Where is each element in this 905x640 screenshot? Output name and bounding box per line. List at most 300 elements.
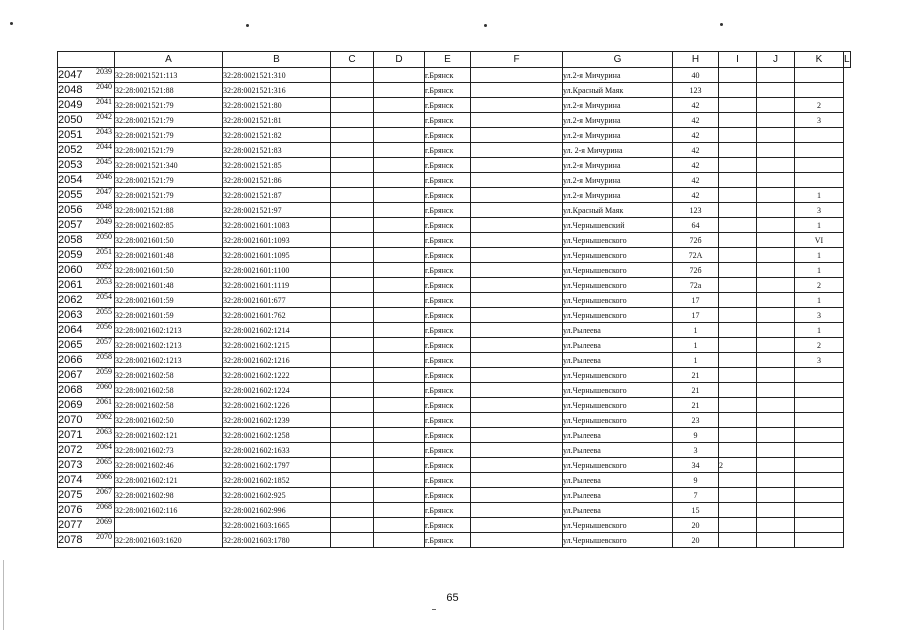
cadastral-object-cell[interactable]: 32:28:0021601:1093 [223,233,331,248]
building-cell[interactable] [719,68,757,83]
empty-cell-e[interactable] [374,128,425,143]
empty-cell-d[interactable] [331,83,374,98]
empty-cell-d[interactable] [331,443,374,458]
apartment-cell[interactable] [795,533,844,548]
row-number[interactable] [58,488,115,503]
cadastral-parcel-cell[interactable]: 32:28:0021602:1213 [115,353,223,368]
house-number-cell[interactable]: 1 [673,323,719,338]
apartment-cell[interactable]: 3 [795,203,844,218]
empty-cell-e[interactable] [374,203,425,218]
column-header-l[interactable]: L [844,52,851,68]
cadastral-parcel-cell[interactable]: 32:28:0021601:48 [115,278,223,293]
row-number[interactable] [58,323,115,338]
house-number-cell[interactable]: 42 [673,98,719,113]
empty-cell-d[interactable] [331,203,374,218]
street-cell[interactable]: ул.Рылеева [563,443,673,458]
building-cell[interactable] [719,353,757,368]
city-cell[interactable]: г.Брянск [425,428,471,443]
city-cell[interactable]: г.Брянск [425,353,471,368]
column-header-f[interactable]: F [471,52,563,68]
cadastral-object-cell[interactable]: 32:28:0021602:1222 [223,368,331,383]
apartment-cell[interactable]: 2 [795,338,844,353]
street-cell[interactable]: ул.Рылеева [563,428,673,443]
empty-cell-g[interactable] [471,488,563,503]
apartment-cell[interactable] [795,473,844,488]
apartment-cell[interactable]: 1 [795,188,844,203]
city-cell[interactable]: г.Брянск [425,98,471,113]
empty-cell-e[interactable] [374,218,425,233]
apartment-cell[interactable]: 3 [795,113,844,128]
empty-cell-e[interactable] [374,323,425,338]
building-cell[interactable] [719,158,757,173]
apartment-cell[interactable]: 3 [795,353,844,368]
street-cell[interactable]: ул.Чернышевского [563,458,673,473]
column-header-k[interactable]: K [795,52,844,68]
building-cell[interactable] [719,173,757,188]
house-number-cell[interactable]: 40 [673,68,719,83]
empty-cell-k[interactable] [757,518,795,533]
street-cell[interactable]: ул.Рылеева [563,488,673,503]
empty-cell-g[interactable] [471,383,563,398]
cadastral-object-cell[interactable]: 32:28:0021602:1224 [223,383,331,398]
empty-cell-g[interactable] [471,158,563,173]
cadastral-parcel-cell[interactable]: 32:28:0021521:79 [115,128,223,143]
city-cell[interactable]: г.Брянск [425,158,471,173]
empty-cell-g[interactable] [471,503,563,518]
cadastral-object-cell[interactable]: 32:28:0021602:1226 [223,398,331,413]
street-cell[interactable]: ул.Рылеева [563,323,673,338]
empty-cell-g[interactable] [471,113,563,128]
empty-cell-g[interactable] [471,68,563,83]
city-cell[interactable]: г.Брянск [425,473,471,488]
apartment-cell[interactable]: 1 [795,248,844,263]
empty-cell-d[interactable] [331,218,374,233]
building-cell[interactable] [719,368,757,383]
cadastral-object-cell[interactable]: 32:28:0021602:1215 [223,338,331,353]
street-cell[interactable]: ул.Чернышевского [563,413,673,428]
empty-cell-k[interactable] [757,353,795,368]
building-cell[interactable] [719,188,757,203]
empty-cell-e[interactable] [374,143,425,158]
city-cell[interactable]: г.Брянск [425,413,471,428]
apartment-cell[interactable]: 1 [795,263,844,278]
empty-cell-d[interactable] [331,338,374,353]
empty-cell-e[interactable] [374,68,425,83]
empty-cell-g[interactable] [471,368,563,383]
empty-cell-e[interactable] [374,98,425,113]
city-cell[interactable]: г.Брянск [425,173,471,188]
empty-cell-g[interactable] [471,533,563,548]
apartment-cell[interactable]: 2 [795,278,844,293]
cadastral-parcel-cell[interactable]: 32:28:0021601:59 [115,308,223,323]
empty-cell-e[interactable] [374,413,425,428]
street-cell[interactable]: ул.Чернышевского [563,368,673,383]
empty-cell-e[interactable] [374,473,425,488]
empty-cell-e[interactable] [374,173,425,188]
empty-cell-d[interactable] [331,278,374,293]
row-number[interactable] [58,353,115,368]
cadastral-parcel-cell[interactable]: 32:28:0021521:340 [115,158,223,173]
cadastral-parcel-cell[interactable]: 32:28:0021602:46 [115,458,223,473]
empty-cell-e[interactable] [374,308,425,323]
empty-cell-e[interactable] [374,533,425,548]
empty-cell-k[interactable] [757,413,795,428]
cadastral-parcel-cell[interactable]: 32:28:0021521:79 [115,143,223,158]
empty-cell-g[interactable] [471,233,563,248]
street-cell[interactable]: ул.Чернышевского [563,398,673,413]
empty-cell-d[interactable] [331,293,374,308]
empty-cell-e[interactable] [374,488,425,503]
empty-cell-k[interactable] [757,83,795,98]
cadastral-object-cell[interactable]: 32:28:0021603:1780 [223,533,331,548]
empty-cell-d[interactable] [331,263,374,278]
row-number[interactable] [58,278,115,293]
empty-cell-k[interactable] [757,323,795,338]
cadastral-parcel-cell[interactable]: 32:28:0021521:79 [115,113,223,128]
empty-cell-d[interactable] [331,533,374,548]
city-cell[interactable]: г.Брянск [425,518,471,533]
cadastral-object-cell[interactable]: 32:28:0021521:87 [223,188,331,203]
cadastral-object-cell[interactable]: 32:28:0021521:82 [223,128,331,143]
empty-cell-d[interactable] [331,398,374,413]
house-number-cell[interactable]: 3 [673,443,719,458]
empty-cell-g[interactable] [471,143,563,158]
empty-cell-e[interactable] [374,83,425,98]
empty-cell-g[interactable] [471,278,563,293]
street-cell[interactable]: ул.Чернышевского [563,248,673,263]
empty-cell-e[interactable] [374,278,425,293]
row-number[interactable] [58,293,115,308]
row-number[interactable] [58,518,115,533]
building-cell[interactable] [719,113,757,128]
row-number[interactable] [58,158,115,173]
house-number-cell[interactable]: 42 [673,158,719,173]
apartment-cell[interactable] [795,158,844,173]
empty-cell-d[interactable] [331,413,374,428]
row-number[interactable] [58,128,115,143]
row-number[interactable] [58,203,115,218]
city-cell[interactable]: г.Брянск [425,533,471,548]
empty-cell-d[interactable] [331,128,374,143]
empty-cell-k[interactable] [757,128,795,143]
empty-cell-e[interactable] [374,233,425,248]
row-number[interactable] [58,218,115,233]
house-number-cell[interactable]: 42 [673,173,719,188]
cadastral-parcel-cell[interactable]: 32:28:0021602:73 [115,443,223,458]
apartment-cell[interactable] [795,143,844,158]
city-cell[interactable]: г.Брянск [425,68,471,83]
cadastral-parcel-cell[interactable]: 32:28:0021602:1213 [115,323,223,338]
column-header-d[interactable]: D [374,52,425,68]
empty-cell-g[interactable] [471,338,563,353]
building-cell[interactable] [719,338,757,353]
column-header-c[interactable]: C [331,52,374,68]
house-number-cell[interactable]: 72б [673,263,719,278]
street-cell[interactable]: ул.2-я Мичурина [563,188,673,203]
apartment-cell[interactable]: 3 [795,308,844,323]
house-number-cell[interactable]: 123 [673,83,719,98]
city-cell[interactable]: г.Брянск [425,218,471,233]
street-cell[interactable]: ул.Чернышевский [563,218,673,233]
empty-cell-d[interactable] [331,383,374,398]
house-number-cell[interactable]: 72а [673,278,719,293]
building-cell[interactable] [719,323,757,338]
street-cell[interactable]: ул.Чернышевского [563,233,673,248]
building-cell[interactable] [719,488,757,503]
empty-cell-g[interactable] [471,518,563,533]
row-number[interactable] [58,398,115,413]
cadastral-parcel-cell[interactable]: 32:28:0021602:98 [115,488,223,503]
cadastral-object-cell[interactable]: 32:28:0021601:1083 [223,218,331,233]
cadastral-object-cell[interactable]: 32:28:0021603:1665 [223,518,331,533]
city-cell[interactable]: г.Брянск [425,383,471,398]
building-cell[interactable] [719,83,757,98]
street-cell[interactable]: ул.2-я Мичурина [563,158,673,173]
empty-cell-k[interactable] [757,338,795,353]
empty-cell-d[interactable] [331,143,374,158]
empty-cell-d[interactable] [331,473,374,488]
row-number[interactable] [58,263,115,278]
building-cell[interactable] [719,533,757,548]
row-number[interactable] [58,173,115,188]
cadastral-object-cell[interactable]: 32:28:0021521:80 [223,98,331,113]
street-cell[interactable]: ул.Рылеева [563,503,673,518]
cadastral-object-cell[interactable]: 32:28:0021602:1852 [223,473,331,488]
street-cell[interactable]: ул.2-я Мичурина [563,173,673,188]
empty-cell-e[interactable] [374,113,425,128]
street-cell[interactable]: ул.Красный Маяк [563,203,673,218]
column-header-j[interactable]: J [757,52,795,68]
empty-cell-e[interactable] [374,428,425,443]
empty-cell-e[interactable] [374,383,425,398]
building-cell[interactable] [719,473,757,488]
column-header-a[interactable]: A [115,52,223,68]
city-cell[interactable]: г.Брянск [425,248,471,263]
empty-cell-g[interactable] [471,83,563,98]
cadastral-parcel-cell[interactable]: 32:28:0021521:79 [115,98,223,113]
row-number[interactable] [58,188,115,203]
row-number[interactable] [58,248,115,263]
city-cell[interactable]: г.Брянск [425,278,471,293]
row-number[interactable] [58,428,115,443]
empty-cell-k[interactable] [757,398,795,413]
empty-cell-d[interactable] [331,323,374,338]
cadastral-object-cell[interactable]: 32:28:0021601:1100 [223,263,331,278]
empty-cell-d[interactable] [331,488,374,503]
cadastral-parcel-cell[interactable]: 32:28:0021521:79 [115,188,223,203]
empty-cell-e[interactable] [374,188,425,203]
apartment-cell[interactable] [795,458,844,473]
empty-cell-k[interactable] [757,218,795,233]
empty-cell-d[interactable] [331,68,374,83]
empty-cell-k[interactable] [757,158,795,173]
city-cell[interactable]: г.Брянск [425,458,471,473]
street-cell[interactable]: ул.Рылеева [563,473,673,488]
building-cell[interactable] [719,203,757,218]
cadastral-object-cell[interactable]: 32:28:0021601:1095 [223,248,331,263]
empty-cell-g[interactable] [471,263,563,278]
house-number-cell[interactable]: 34 [673,458,719,473]
house-number-cell[interactable]: 20 [673,518,719,533]
empty-cell-d[interactable] [331,518,374,533]
apartment-cell[interactable] [795,368,844,383]
building-cell[interactable] [719,383,757,398]
apartment-cell[interactable] [795,83,844,98]
city-cell[interactable]: г.Брянск [425,263,471,278]
cadastral-parcel-cell[interactable]: 32:28:0021601:48 [115,248,223,263]
city-cell[interactable]: г.Брянск [425,368,471,383]
apartment-cell[interactable] [795,413,844,428]
apartment-cell[interactable] [795,173,844,188]
empty-cell-g[interactable] [471,128,563,143]
empty-cell-k[interactable] [757,383,795,398]
apartment-cell[interactable]: 2 [795,98,844,113]
empty-cell-g[interactable] [471,188,563,203]
empty-cell-d[interactable] [331,98,374,113]
cadastral-object-cell[interactable]: 32:28:0021602:1633 [223,443,331,458]
house-number-cell[interactable]: 7 [673,488,719,503]
empty-cell-g[interactable] [471,173,563,188]
cadastral-object-cell[interactable]: 32:28:0021602:1214 [223,323,331,338]
row-number[interactable] [58,68,115,83]
house-number-cell[interactable]: 72б [673,233,719,248]
empty-cell-k[interactable] [757,488,795,503]
empty-cell-g[interactable] [471,353,563,368]
cadastral-parcel-cell[interactable]: 32:28:0021602:121 [115,428,223,443]
building-cell[interactable] [719,398,757,413]
street-cell[interactable]: ул. 2-я Мичурина [563,143,673,158]
empty-cell-k[interactable] [757,473,795,488]
apartment-cell[interactable]: 1 [795,293,844,308]
street-cell[interactable]: ул.Чернышевского [563,533,673,548]
empty-cell-e[interactable] [374,353,425,368]
row-number[interactable] [58,413,115,428]
cadastral-object-cell[interactable]: 32:28:0021521:97 [223,203,331,218]
city-cell[interactable]: г.Брянск [425,128,471,143]
building-cell[interactable] [719,218,757,233]
house-number-cell[interactable]: 21 [673,368,719,383]
cadastral-parcel-cell[interactable]: 32:28:0021602:58 [115,383,223,398]
house-number-cell[interactable]: 15 [673,503,719,518]
row-number[interactable] [58,368,115,383]
row-number[interactable] [58,308,115,323]
city-cell[interactable]: г.Брянск [425,113,471,128]
apartment-cell[interactable] [795,503,844,518]
cadastral-parcel-cell[interactable]: 32:28:0021603:1620 [115,533,223,548]
empty-cell-e[interactable] [374,518,425,533]
city-cell[interactable]: г.Брянск [425,293,471,308]
empty-cell-g[interactable] [471,248,563,263]
empty-cell-d[interactable] [331,308,374,323]
street-cell[interactable]: ул.Чернышевского [563,278,673,293]
empty-cell-g[interactable] [471,413,563,428]
row-number[interactable] [58,233,115,248]
street-cell[interactable]: ул.Чернышевского [563,308,673,323]
building-cell[interactable] [719,278,757,293]
empty-cell-e[interactable] [374,398,425,413]
apartment-cell[interactable] [795,488,844,503]
street-cell[interactable]: ул.2-я Мичурина [563,98,673,113]
street-cell[interactable]: ул.Красный Маяк [563,83,673,98]
cadastral-object-cell[interactable]: 32:28:0021521:310 [223,68,331,83]
cadastral-object-cell[interactable]: 32:28:0021521:85 [223,158,331,173]
empty-cell-k[interactable] [757,98,795,113]
empty-cell-k[interactable] [757,263,795,278]
street-cell[interactable]: ул.Чернышевского [563,263,673,278]
cadastral-parcel-cell[interactable]: 32:28:0021601:50 [115,233,223,248]
row-number[interactable] [58,443,115,458]
empty-cell-k[interactable] [757,458,795,473]
cadastral-parcel-cell[interactable]: 32:28:0021521:88 [115,203,223,218]
empty-cell-d[interactable] [331,428,374,443]
empty-cell-k[interactable] [757,293,795,308]
empty-cell-d[interactable] [331,368,374,383]
street-cell[interactable]: ул.2-я Мичурина [563,68,673,83]
column-header-e[interactable]: E [425,52,471,68]
empty-cell-k[interactable] [757,173,795,188]
empty-cell-e[interactable] [374,338,425,353]
empty-cell-g[interactable] [471,308,563,323]
house-number-cell[interactable]: 17 [673,308,719,323]
empty-cell-d[interactable] [331,173,374,188]
empty-cell-k[interactable] [757,428,795,443]
street-cell[interactable]: ул.Чернышевского [563,383,673,398]
street-cell[interactable]: ул.Чернышевского [563,518,673,533]
street-cell[interactable]: ул.2-я Мичурина [563,128,673,143]
empty-cell-g[interactable] [471,218,563,233]
empty-cell-e[interactable] [374,158,425,173]
house-number-cell[interactable]: 17 [673,293,719,308]
row-number[interactable] [58,458,115,473]
city-cell[interactable]: г.Брянск [425,338,471,353]
apartment-cell[interactable] [795,383,844,398]
column-header-g[interactable]: G [563,52,673,68]
cadastral-object-cell[interactable]: 32:28:0021601:677 [223,293,331,308]
city-cell[interactable]: г.Брянск [425,188,471,203]
cadastral-parcel-cell[interactable]: 32:28:0021602:121 [115,473,223,488]
city-cell[interactable]: г.Брянск [425,203,471,218]
cadastral-object-cell[interactable]: 32:28:0021601:1119 [223,278,331,293]
column-header-b[interactable]: B [223,52,331,68]
empty-cell-k[interactable] [757,278,795,293]
house-number-cell[interactable]: 23 [673,413,719,428]
house-number-cell[interactable]: 21 [673,383,719,398]
row-number[interactable] [58,113,115,128]
apartment-cell[interactable] [795,128,844,143]
apartment-cell[interactable] [795,518,844,533]
apartment-cell[interactable] [795,443,844,458]
empty-cell-k[interactable] [757,503,795,518]
cadastral-object-cell[interactable]: 32:28:0021602:996 [223,503,331,518]
empty-cell-k[interactable] [757,188,795,203]
empty-cell-e[interactable] [374,293,425,308]
empty-cell-k[interactable] [757,68,795,83]
building-cell[interactable] [719,413,757,428]
empty-cell-e[interactable] [374,263,425,278]
building-cell[interactable] [719,308,757,323]
city-cell[interactable]: г.Брянск [425,143,471,158]
building-cell[interactable] [719,443,757,458]
cadastral-object-cell[interactable]: 32:28:0021521:81 [223,113,331,128]
street-cell[interactable]: ул.Чернышевского [563,293,673,308]
house-number-cell[interactable]: 9 [673,473,719,488]
house-number-cell[interactable]: 20 [673,533,719,548]
empty-cell-k[interactable] [757,233,795,248]
cadastral-object-cell[interactable]: 32:28:0021602:1239 [223,413,331,428]
house-number-cell[interactable]: 9 [673,428,719,443]
cadastral-object-cell[interactable]: 32:28:0021601:762 [223,308,331,323]
empty-cell-g[interactable] [471,323,563,338]
